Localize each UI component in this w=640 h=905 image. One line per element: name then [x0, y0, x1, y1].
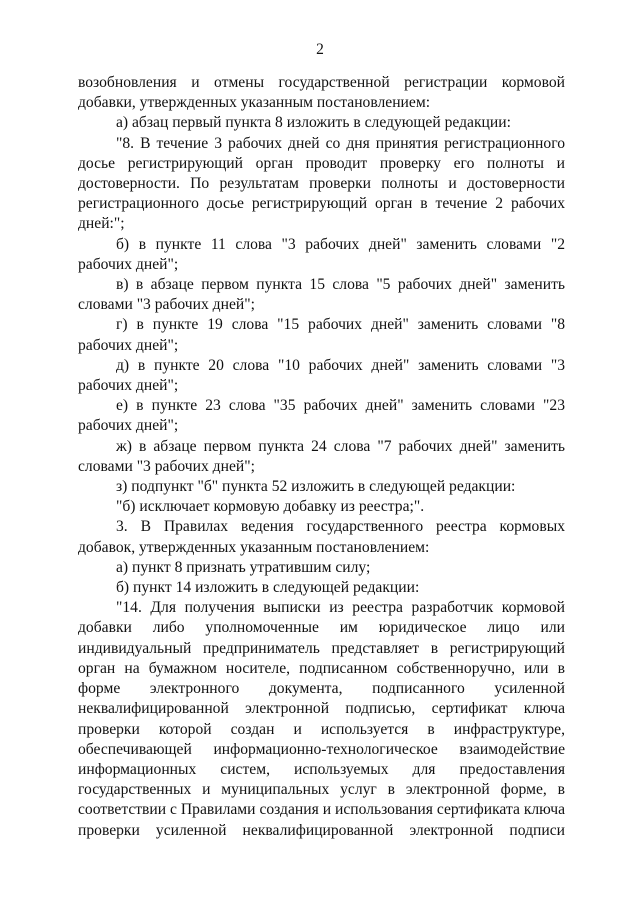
- paragraph-item-a: а) абзац первый пункта 8 изложить в следующей редакции:: [116, 114, 511, 132]
- paragraph-quote-14: "14. Для получения выписки из реестра разработчик кормовой добавки либо уполномоченные им юридическое лицо или индивидуальный предприниматель представляет в регистрирующий орган на бумажном носителе, подписанном собственноручно, или в форме электронного документа, подписанного усиленной неквалифицированной электронной подписью, сертификат ключа проверки которой создан и используется в инфраструктуре, обеспечивающей информационно-технологическое взаимодействие информационных систем, используемых для предоставления государственных и муниципальных услуг в электронной форме, в соответствии с Правилами создания и использования сертификата ключа проверки усиленной неквалифицированной электронной подписи: [78, 599, 565, 839]
- paragraph-item-zh: ж) в абзаце первом пункта 24 слова "7 рабочих дней" заменить словами "3 рабочих дней";: [78, 437, 565, 475]
- paragraph-quote-b: "б) исключает кормовую добавку из реестра;".: [116, 498, 425, 516]
- paragraph-section-3: 3. В Правилах ведения государственного реестра кормовых добавок, утвержденных указанным постановлением:: [78, 518, 565, 556]
- paragraph-quote-8: "8. В течение 3 рабочих дней со дня принятия регистрационного досье регистрирующий орган проводит проверку его полноты и достоверности. По результатам проверки полноты и достоверности регистрационного досье регистрирующий орган в течение 2 рабочих дней:";: [78, 134, 565, 233]
- paragraph-item-b: б) в пункте 11 слова "3 рабочих дней" заменить словами "2 рабочих дней";: [78, 235, 565, 273]
- paragraph-section-3-item-b: б) пункт 14 изложить в следующей редакции:: [116, 579, 420, 597]
- paragraph-item-g: г) в пункте 19 слова "15 рабочих дней" заменить словами "8 рабочих дней";: [78, 316, 565, 354]
- paragraph-item-d: д) в пункте 20 слова "10 рабочих дней" заменить словами "3 рабочих дней";: [78, 356, 565, 395]
- document-body: [78, 73, 565, 841]
- paragraph-item-e: е) в пункте 23 слова "35 рабочих дней" заменить словами "23 рабочих дней";: [78, 397, 565, 435]
- paragraph-item-z: з) подпункт "б" пункта 52 изложить в следующей редакции:: [116, 478, 516, 496]
- paragraph-section-3-item-a: а) пункт 8 признать утратившим силу;: [116, 558, 371, 576]
- paragraph-intro: возобновления и отмены государственной регистрации кормовой добавки, утвержденных указанным постановлением:: [78, 74, 565, 112]
- paragraph-item-v: в) в абзаце первом пункта 15 слова "5 рабочих дней" заменить словами "3 рабочих дней";: [78, 276, 565, 314]
- page-number: 2: [316, 41, 324, 58]
